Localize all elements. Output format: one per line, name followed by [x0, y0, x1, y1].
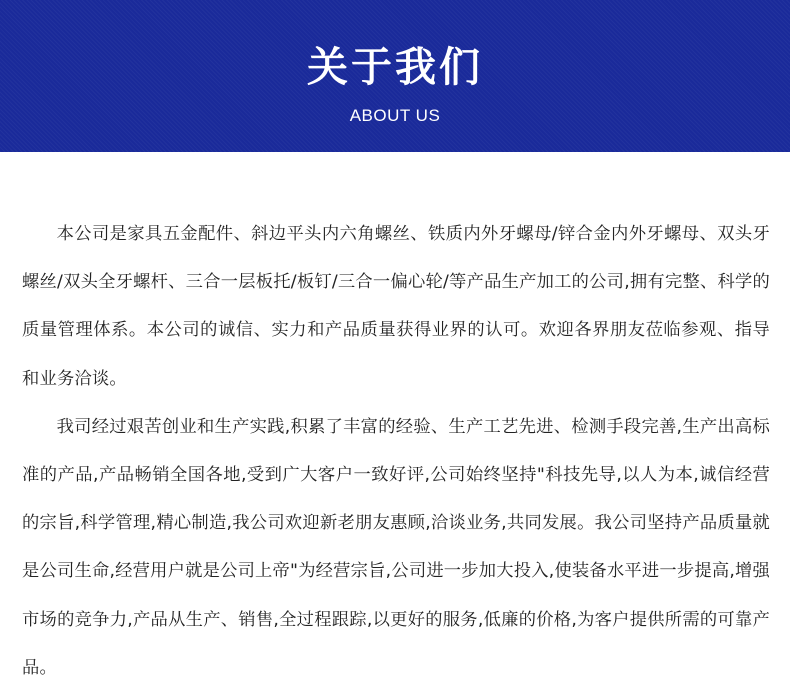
header-banner: [0, 0, 790, 152]
page-title: 关于我们: [307, 43, 483, 91]
page-subtitle: ABOUT US: [349, 106, 441, 125]
about-content: [22, 210, 770, 692]
paragraph-company-philosophy: 我司经过艰苦创业和生产实践,积累了丰富的经验、生产工艺先进、检测手段完善,生产出高标准的产品,产品畅销全国各地,受到广大客户一致好评,公司始终坚持"科技先导,以人为本,诚信经营的宗旨,科学管理,精心制造,我公司欢迎新老朋友惠顾,洽谈业务,共同发展。我公司坚持产品质量就是公司生命,经营用户就是公司上帝"为经营宗旨,公司进一步加大投入,使装备水平进一步提高,增强市场的竞争力,产品从生产、销售,全过程跟踪,以更好的服务,低廉的价格,为客户提供所需的可靠产品。: [22, 416, 770, 678]
paragraph-company-intro: 本公司是家具五金配件、斜边平头内六角螺丝、铁质内外牙螺母/锌合金内外牙螺母、双头牙螺丝/双头全牙螺杆、三合一层板托/板钉/三合一偏心轮/等产品生产加工的公司,拥有完整、科学的质量管理体系。本公司的诚信、实力和产品质量获得业界的认可。欢迎各界朋友莅临参观、指导和业务洽谈。: [22, 224, 770, 389]
